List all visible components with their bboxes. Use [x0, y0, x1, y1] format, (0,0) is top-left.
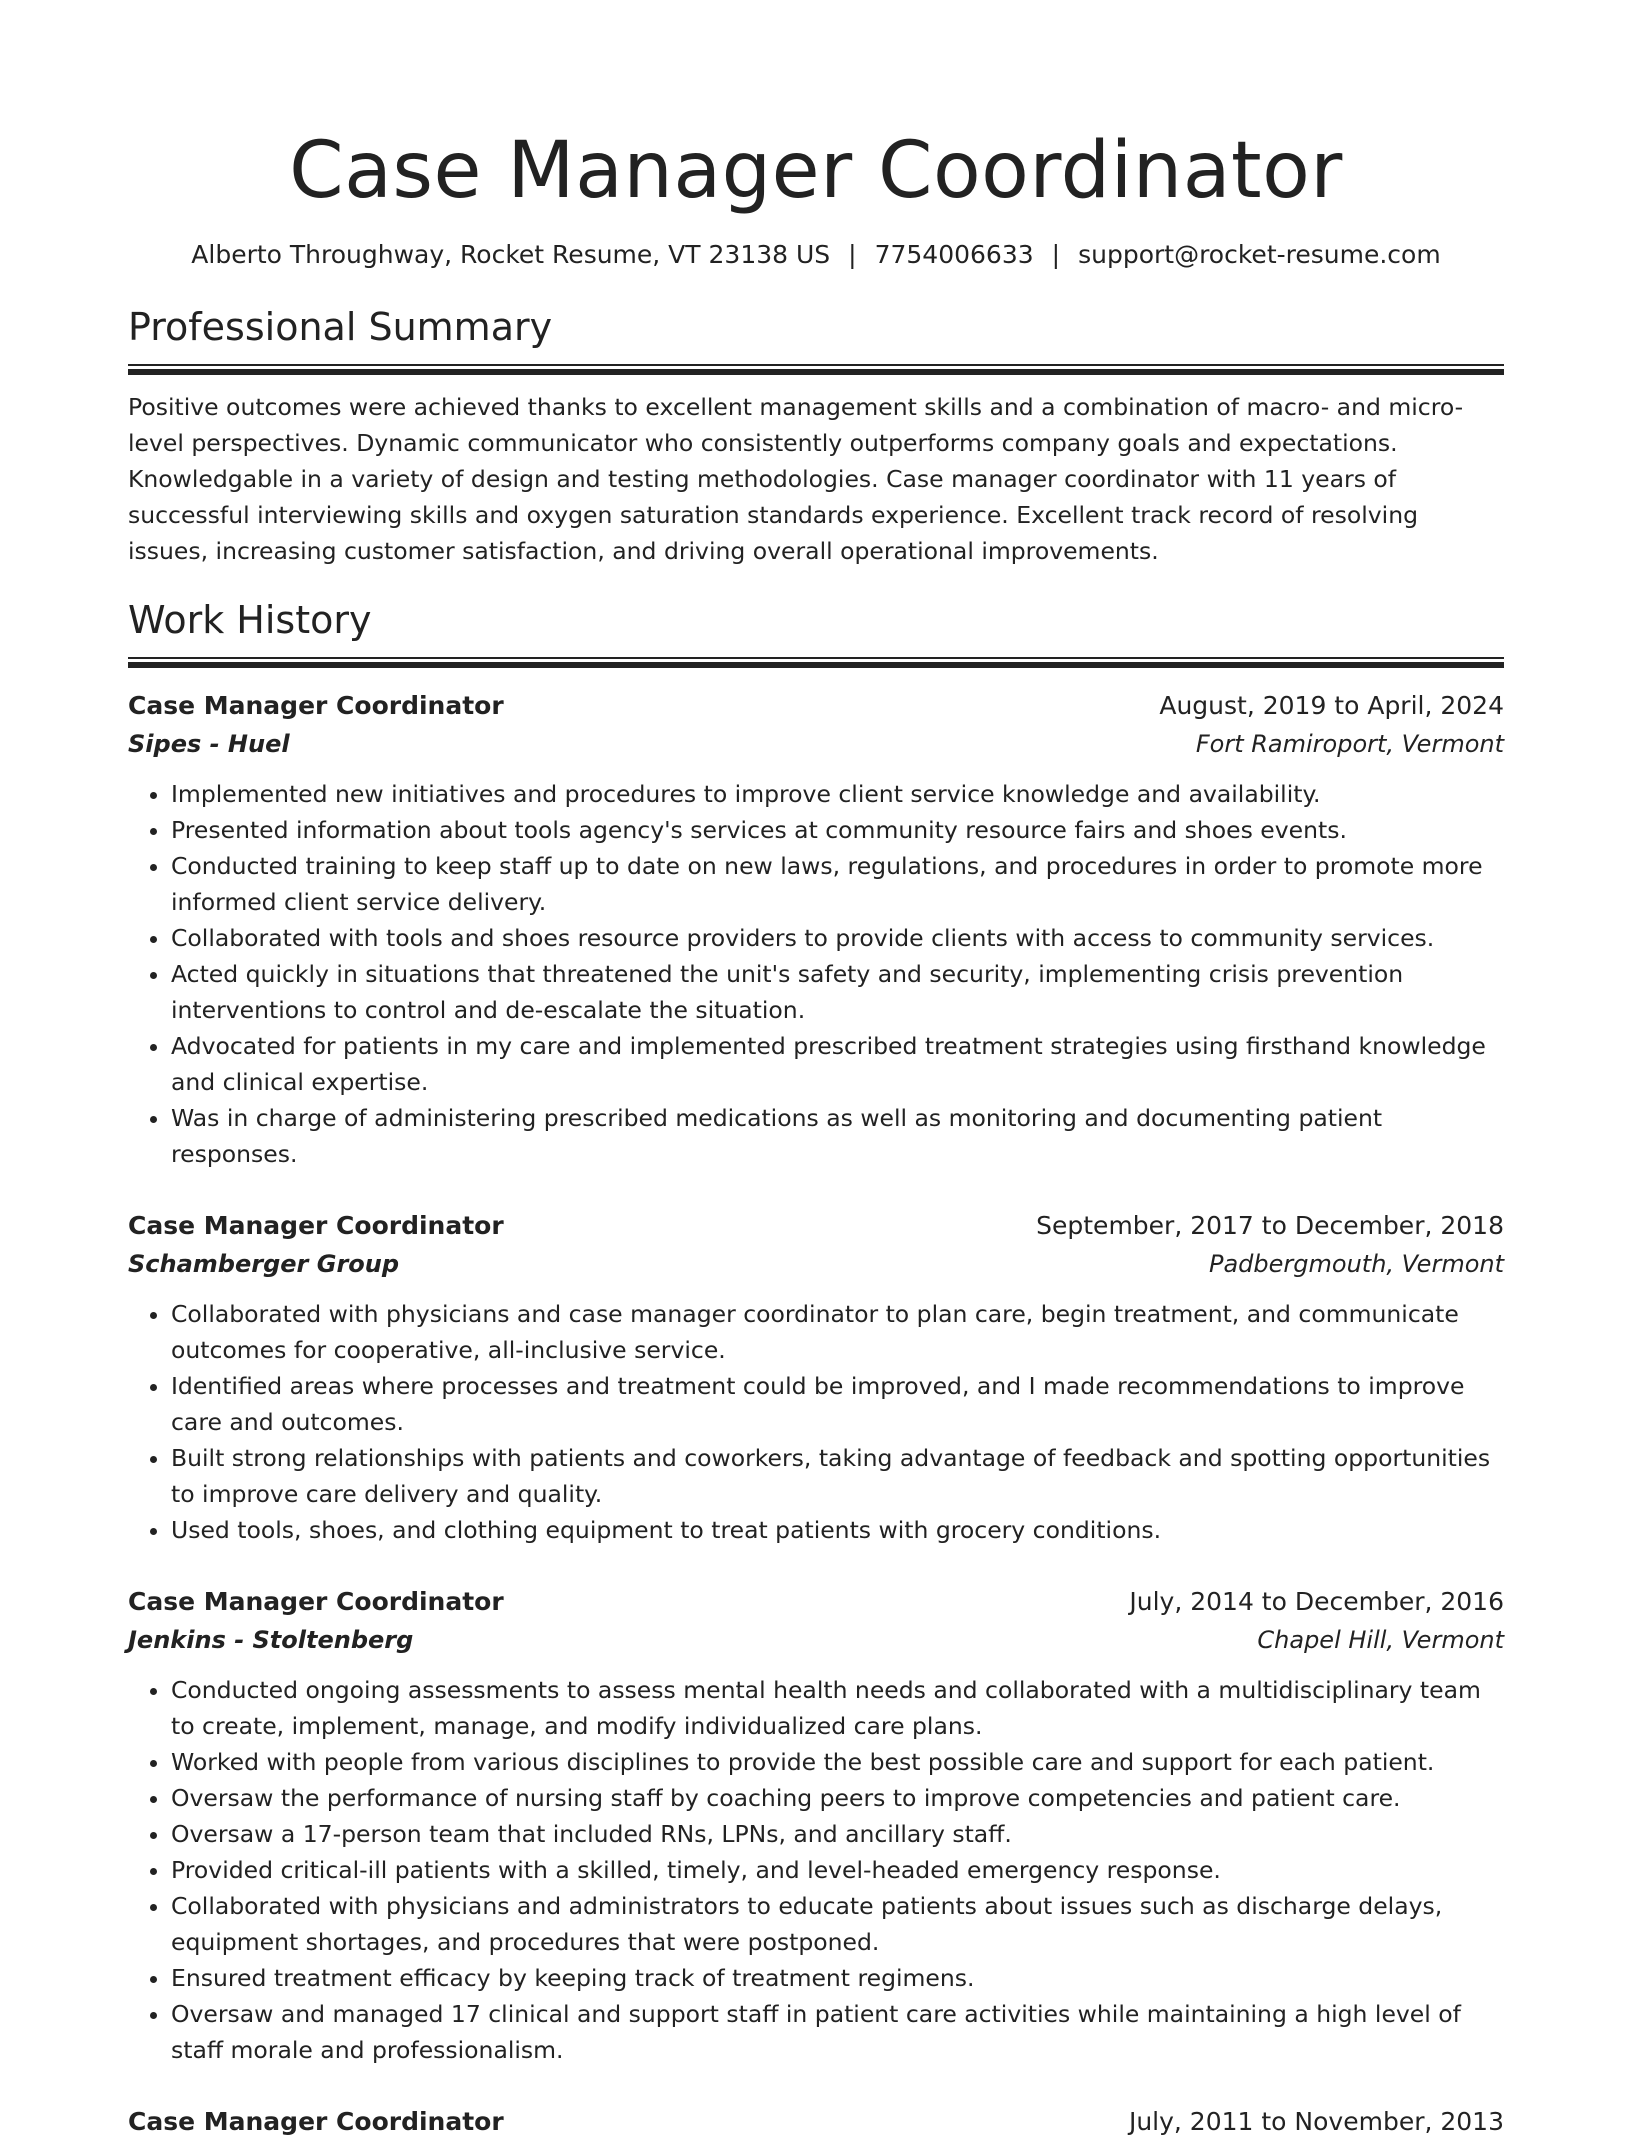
- job-header-row: [128, 1584, 1504, 1620]
- job-bullet-list: [128, 1296, 1504, 1548]
- job-dates: September, 2017 to December, 2018: [1036, 1211, 1504, 1240]
- job-dates: July, 2014 to December, 2016: [1129, 1587, 1504, 1616]
- contact-phone: 7754006633: [874, 240, 1034, 269]
- job-bullet: • Conducted training to keep staff up to date on new laws, regulations, and procedures in order to promote more informed client service delivery.: [171, 848, 1504, 920]
- section-divider: [128, 364, 1504, 375]
- contact-line: [128, 238, 1504, 272]
- job-company: Schamberger Group: [128, 1250, 400, 1278]
- job-bullet: • Acted quickly in situations that threatened the unit's safety and security, implementing crisis prevention interventions to control and de-escalate the situation.: [171, 956, 1504, 1028]
- job-bullet: • Provided critical-ill patients with a skilled, timely, and level-headed emergency response.: [171, 1852, 1504, 1888]
- summary-heading: Professional Summary: [128, 305, 553, 349]
- job-header-row: [128, 1208, 1504, 1244]
- job-bullet: • Conducted ongoing assessments to assess mental health needs and collaborated with a multidisciplinary team to create, implement, manage, and modify individualized care plans.: [171, 1672, 1504, 1744]
- work-history-section: [128, 595, 1504, 2140]
- job-bullet: • Collaborated with tools and shoes resource providers to provide clients with access to community services.: [171, 920, 1504, 956]
- job-subheader-row: [128, 724, 1504, 764]
- job-bullet: • Oversaw a 17-person team that included RNs, LPNs, and ancillary staff.: [171, 1816, 1504, 1852]
- job-bullet: • Collaborated with physicians and case manager coordinator to plan care, begin treatment, and communicate outcomes for cooperative, all-inclusive service.: [171, 1296, 1504, 1368]
- job-bullet: • Oversaw the performance of nursing staff by coaching peers to improve competencies and patient care.: [171, 1780, 1504, 1816]
- contact-separator: |: [1051, 240, 1061, 269]
- job-bullet-list: [128, 1672, 1504, 2068]
- job-bullet: • Identified areas where processes and treatment could be improved, and I made recommendations to improve care and outcomes.: [171, 1368, 1504, 1440]
- job-title: Case Manager Coordinator: [128, 1211, 504, 1240]
- job-header-row: [128, 688, 1504, 724]
- work-history-heading: Work History: [128, 598, 372, 642]
- job-subheader-row: [128, 1244, 1504, 1284]
- job-list: [128, 688, 1504, 2140]
- job-bullet: • Collaborated with physicians and administrators to educate patients about issues such as discharge delays, equipment shortages, and procedures that were postponed.: [171, 1888, 1504, 1960]
- job-bullet-list: [128, 776, 1504, 1172]
- job-bullet: • Implemented new initiatives and procedures to improve client service knowledge and availability.: [171, 776, 1504, 812]
- job-subheader-row: [128, 1620, 1504, 1660]
- contact-separator: |: [848, 240, 857, 269]
- job-title: Case Manager Coordinator: [128, 691, 504, 720]
- job-bullet: • Built strong relationships with patients and coworkers, taking advantage of feedback and spotting opportunities to improve care delivery and quality.: [171, 1440, 1504, 1512]
- job-entry: [128, 1584, 1504, 2068]
- job-bullet: • Advocated for patients in my care and implemented prescribed treatment strategies using firsthand knowledge and clinical expertise.: [171, 1028, 1504, 1100]
- job-header-row: [128, 2104, 1504, 2140]
- job-entry: [128, 1208, 1504, 1548]
- job-location: Chapel Hill, Vermont: [1257, 1626, 1504, 1654]
- summary-section: [128, 302, 1504, 569]
- job-bullet: • Ensured treatment efficacy by keeping track of treatment regimens.: [171, 1960, 1504, 1996]
- section-divider: [128, 657, 1504, 668]
- job-entry: [128, 2104, 1504, 2140]
- job-location: Fort Ramiroport, Vermont: [1195, 730, 1504, 758]
- job-company: Sipes - Huel: [128, 730, 290, 758]
- job-title: Case Manager Coordinator: [128, 2107, 504, 2136]
- job-bullet: • Worked with people from various disciplines to provide the best possible care and support for each patient.: [171, 1744, 1504, 1780]
- resume-page: [128, 0, 1504, 2140]
- job-entry: [128, 688, 1504, 1172]
- job-bullet: • Used tools, shoes, and clothing equipment to treat patients with grocery conditions.: [171, 1512, 1504, 1548]
- job-bullet: • Presented information about tools agency's services at community resource fairs and shoes events.: [171, 812, 1504, 848]
- contact-email: support@rocket-resume.com: [1078, 240, 1441, 269]
- job-dates: July, 2011 to November, 2013: [1128, 2107, 1504, 2136]
- job-title: Case Manager Coordinator: [128, 1587, 504, 1616]
- job-bullet: • Was in charge of administering prescribed medications as well as monitoring and documenting patient responses.: [171, 1100, 1504, 1172]
- job-bullet: • Oversaw and managed 17 clinical and support staff in patient care activities while maintaining a high level of staff morale and professionalism.: [171, 1996, 1504, 2068]
- resume-name: Case Manager Coordinator: [289, 126, 1343, 216]
- summary-text: Positive outcomes were achieved thanks to excellent management skills and a combination of macro- and micro-level perspectives. Dynamic communicator who consistently outperforms company goals and expectations. Knowledgable in a variety of design and testing methodologies. Case manager coordinator with 11 years of successful interviewing skills and oxygen saturation standards experience. Excellent track record of resolving issues, increasing customer satisfaction, and driving overall operational improvements.: [128, 393, 1464, 565]
- job-location: Padbergmouth, Vermont: [1209, 1250, 1504, 1278]
- contact-address: Alberto Throughway, Rocket Resume, VT 23138 US: [191, 240, 831, 269]
- job-company: Jenkins - Stoltenberg: [128, 1626, 414, 1654]
- job-dates: August, 2019 to April, 2024: [1159, 691, 1504, 720]
